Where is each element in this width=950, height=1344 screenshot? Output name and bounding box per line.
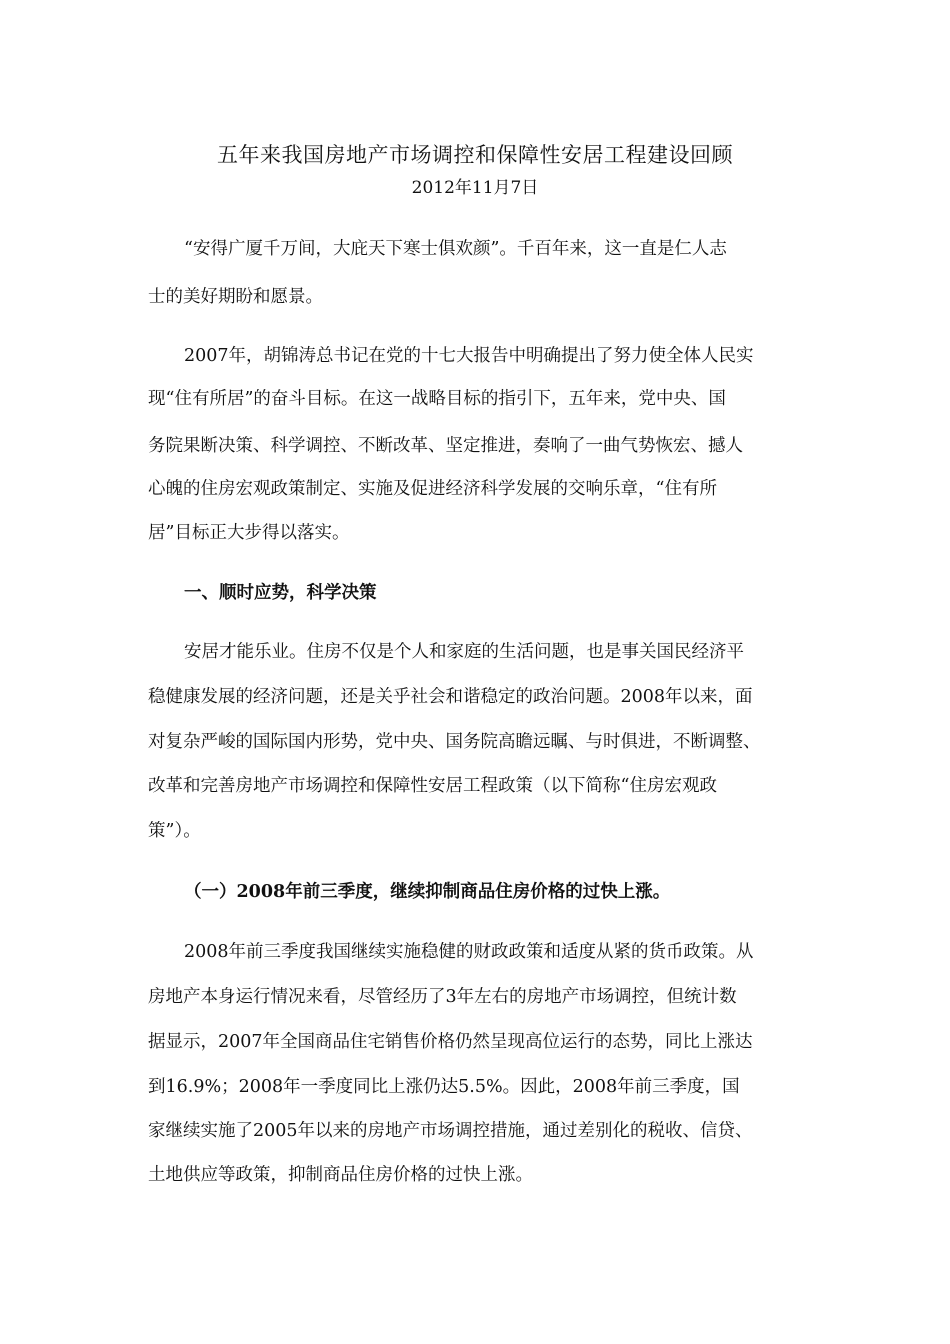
paragraph-line: 心魄的住房宏观政策制定、实施及促进经济科学发展的交响乐章，“住有所 bbox=[148, 479, 717, 499]
paragraph-line: 改革和完善房地产市场调控和保障性安居工程政策（以下简称“住房宏观政 bbox=[148, 776, 717, 796]
subsection-heading: （一）2008年前三季度，继续抑制商品住房价格的过快上涨。 bbox=[184, 882, 671, 902]
paragraph-line: 房地产本身运行情况来看，尽管经历了3年左右的房地产市场调控，但统计数 bbox=[148, 987, 737, 1007]
section-heading: 一、顺时应势，科学决策 bbox=[184, 583, 377, 603]
paragraph-line: 据显示，2007年全国商品住宅销售价格仍然呈现高位运行的态势，同比上涨达 bbox=[148, 1032, 753, 1052]
paragraph-line: 土地供应等政策，抑制商品住房价格的过快上涨。 bbox=[148, 1165, 533, 1185]
paragraph-line: 对复杂严峻的国际国内形势，党中央、国务院高瞻远瞩、与时俱进，不断调整、 bbox=[148, 732, 761, 752]
paragraph-line: 稳健康发展的经济问题，还是关乎社会和谐稳定的政治问题。2008年以来，面 bbox=[148, 687, 753, 707]
paragraph-line: 安居才能乐业。住房不仅是个人和家庭的生活问题，也是事关国民经济平 bbox=[184, 642, 744, 662]
document-title: 五年来我国房地产市场调控和保障性安居工程建设回顾 bbox=[217, 143, 733, 167]
paragraph-line: 2007年，胡锦涛总书记在党的十七大报告中明确提出了努力使全体人民实 bbox=[184, 346, 754, 366]
paragraph-line: 家继续实施了2005年以来的房地产市场调控措施，通过差别化的税收、信贷、 bbox=[148, 1121, 753, 1141]
document-date: 2012年11月7日 bbox=[411, 178, 539, 198]
paragraph-line: 到16.9%；2008年一季度同比上涨仍达5.5%。因此，2008年前三季度，国 bbox=[148, 1077, 740, 1097]
paragraph-line: 务院果断决策、科学调控、不断改革、坚定推进，奏响了一曲气势恢宏、撼人 bbox=[148, 436, 743, 456]
paragraph-line: 策”）。 bbox=[148, 821, 201, 841]
paragraph-line: “安得广厦千万间，大庇天下寒士俱欢颜”。千百年来，这一直是仁人志 bbox=[184, 239, 727, 259]
paragraph-line: 现“住有所居”的奋斗目标。在这一战略目标的指引下，五年来，党中央、国 bbox=[148, 389, 726, 409]
paragraph-line: 2008年前三季度我国继续实施稳健的财政政策和适度从紧的货币政策。从 bbox=[184, 942, 754, 962]
paragraph-line: 士的美好期盼和愿景。 bbox=[148, 287, 323, 307]
paragraph-line: 居”目标正大步得以落实。 bbox=[148, 523, 350, 543]
